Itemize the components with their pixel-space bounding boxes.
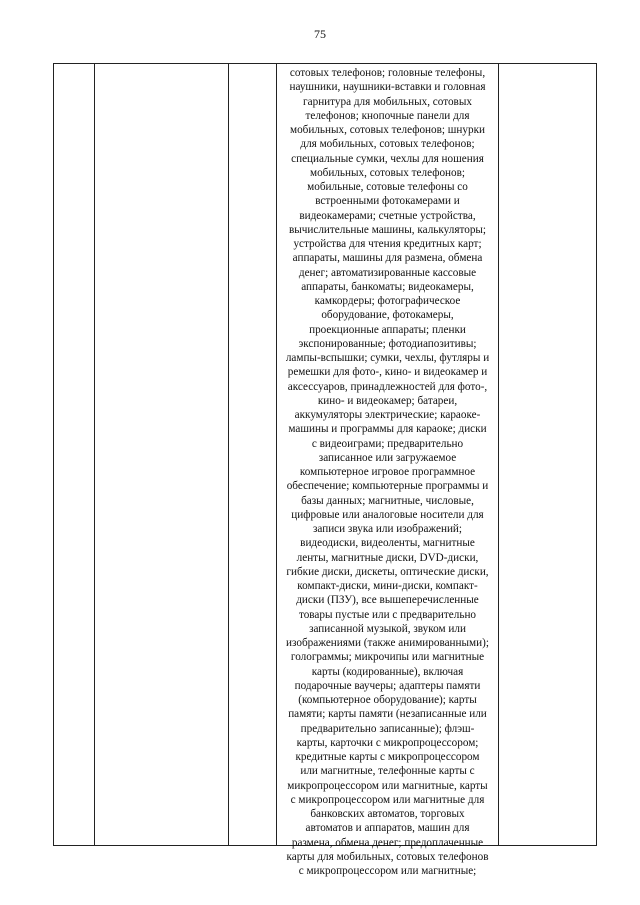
goods-text-line: кредитные карты с микропроцессором [295,751,480,763]
goods-text-line: карты, карточки с микропроцессором; [296,736,479,749]
goods-text-line: компьютерное игровое программное [299,466,476,478]
goods-text-line: записанной музыкой, звуком или [309,622,466,635]
goods-text-line: специальные сумки, чехлы для ношения [291,152,484,165]
goods-text-line: голограммы; микрочипы или магнитные [290,651,485,664]
goods-text-line: автоматов и аппаратов, машин для [305,822,470,835]
goods-text-line: товары пустые или с предварительно [298,608,477,621]
goods-text-line: с микропроцессором или магнитные; [298,865,477,877]
goods-text-line: с видеоиграми; предварительно [311,437,464,450]
goods-text-line: аппараты, банкоматы; видеокамеры, [301,280,474,293]
goods-text-line: кино- и видеокамер; батареи, [317,394,458,407]
goods-text-line: денег; автоматизированные кассовые [298,266,477,279]
goods-text-line: сотовых телефонов; головные телефоны, [289,67,486,79]
table-cell-col-2 [94,64,228,845]
goods-text-line: (компьютерное оборудование); карты [298,694,477,706]
goods-text-line: машины и программы для караоке; диски [288,423,487,436]
goods-text-line: памяти; карты памяти (незаписанные или [288,708,487,721]
goods-text-line: подарочные ваучеры; адаптеры памяти [294,679,481,692]
goods-text-line: предварительно записанные); флэш- [300,722,475,735]
goods-text-line: наушники, наушники-вставки и головная [289,81,486,94]
goods-text-line: видеокамерами; счетные устройства, [299,209,476,222]
goods-text-line: телефонов; кнопочные панели для [305,109,470,122]
goods-text-line: карты для мобильных, сотовых телефонов [286,850,489,863]
goods-text-line: банковских автоматов, торговых [310,808,465,820]
goods-text-line: вычислительные машины, калькуляторы; [288,223,487,236]
goods-text-line: ленты, магнитные диски, DVD-диски, [296,551,479,564]
goods-text-line: базы данных; магнитные, числовые, [301,494,474,507]
goods-text-line: оборудование, фотокамеры, [321,309,454,322]
goods-text-line: аппараты, машины для размена, обмена [292,252,483,265]
goods-text-line: камкордеры; фотографическое [314,295,461,307]
goods-text-line: с микропроцессором или магнитные для [290,793,485,806]
goods-text-line: аксессуаров, принадлежностей для фото-, [287,380,488,393]
goods-text-line: ремешки для фото-, кино- и видеокамер и [287,366,488,379]
goods-text-line: встроенными фотокамерами и [315,195,460,208]
goods-text-line: аккумуляторы электрические; караоке- [294,409,481,421]
goods-text-line: размена, обмена денег; предоплаченные [291,836,484,849]
goods-text-line: гарнитура для мобильных, сотовых [303,95,472,108]
table-cell-goods-list [276,64,498,877]
document-table [53,63,597,877]
goods-text-line: для мобильных, сотовых телефонов; [300,138,475,151]
goods-text-line: цифровые или аналоговые носители для [291,508,484,521]
table-cell-col-3 [228,64,276,845]
goods-text-line: гибкие диски, дискеты, оптические диски, [286,565,489,578]
table-cell-col-1 [54,64,94,845]
goods-text-line: устройства для чтения кредитных карт; [293,238,482,250]
goods-text-line: компакт-диски, мини-диски, компакт- [297,580,478,592]
goods-text-line: экспонированные; фотодиапозитивы; [298,337,477,350]
goods-text-line: видеодиски, видеоленты, магнитные [300,537,475,550]
goods-text-line: мобильных, сотовых телефонов; шнурки [289,124,486,136]
goods-text-line: обеспечение; компьютерные программы и [286,480,489,493]
goods-text-line: записи звука или изображений; [312,523,463,535]
goods-text-line: записанное или загружаемое [318,451,457,464]
goods-text-line: микропроцессором или магнитные, карты [287,779,488,792]
goods-text-line: диски (ПЗУ), все вышеперечисленные [296,594,479,607]
goods-text-line: карты (кодированные), включая [311,665,464,678]
goods-text-line: изображениями (также анимированными); [286,637,489,649]
goods-text-line: мобильные, сотовые телефоны со [307,181,468,193]
goods-text-line: или магнитные, телефонные карты с [300,765,475,778]
goods-text-line: проекционные аппараты; пленки [309,323,466,336]
goods-text-line: лампы-вспышки; сумки, чехлы, футляры и [285,352,490,364]
page-number: 75 [314,27,326,41]
goods-text-line: мобильных, сотовых телефонов; [309,166,466,179]
table-cell-col-5 [498,64,596,845]
